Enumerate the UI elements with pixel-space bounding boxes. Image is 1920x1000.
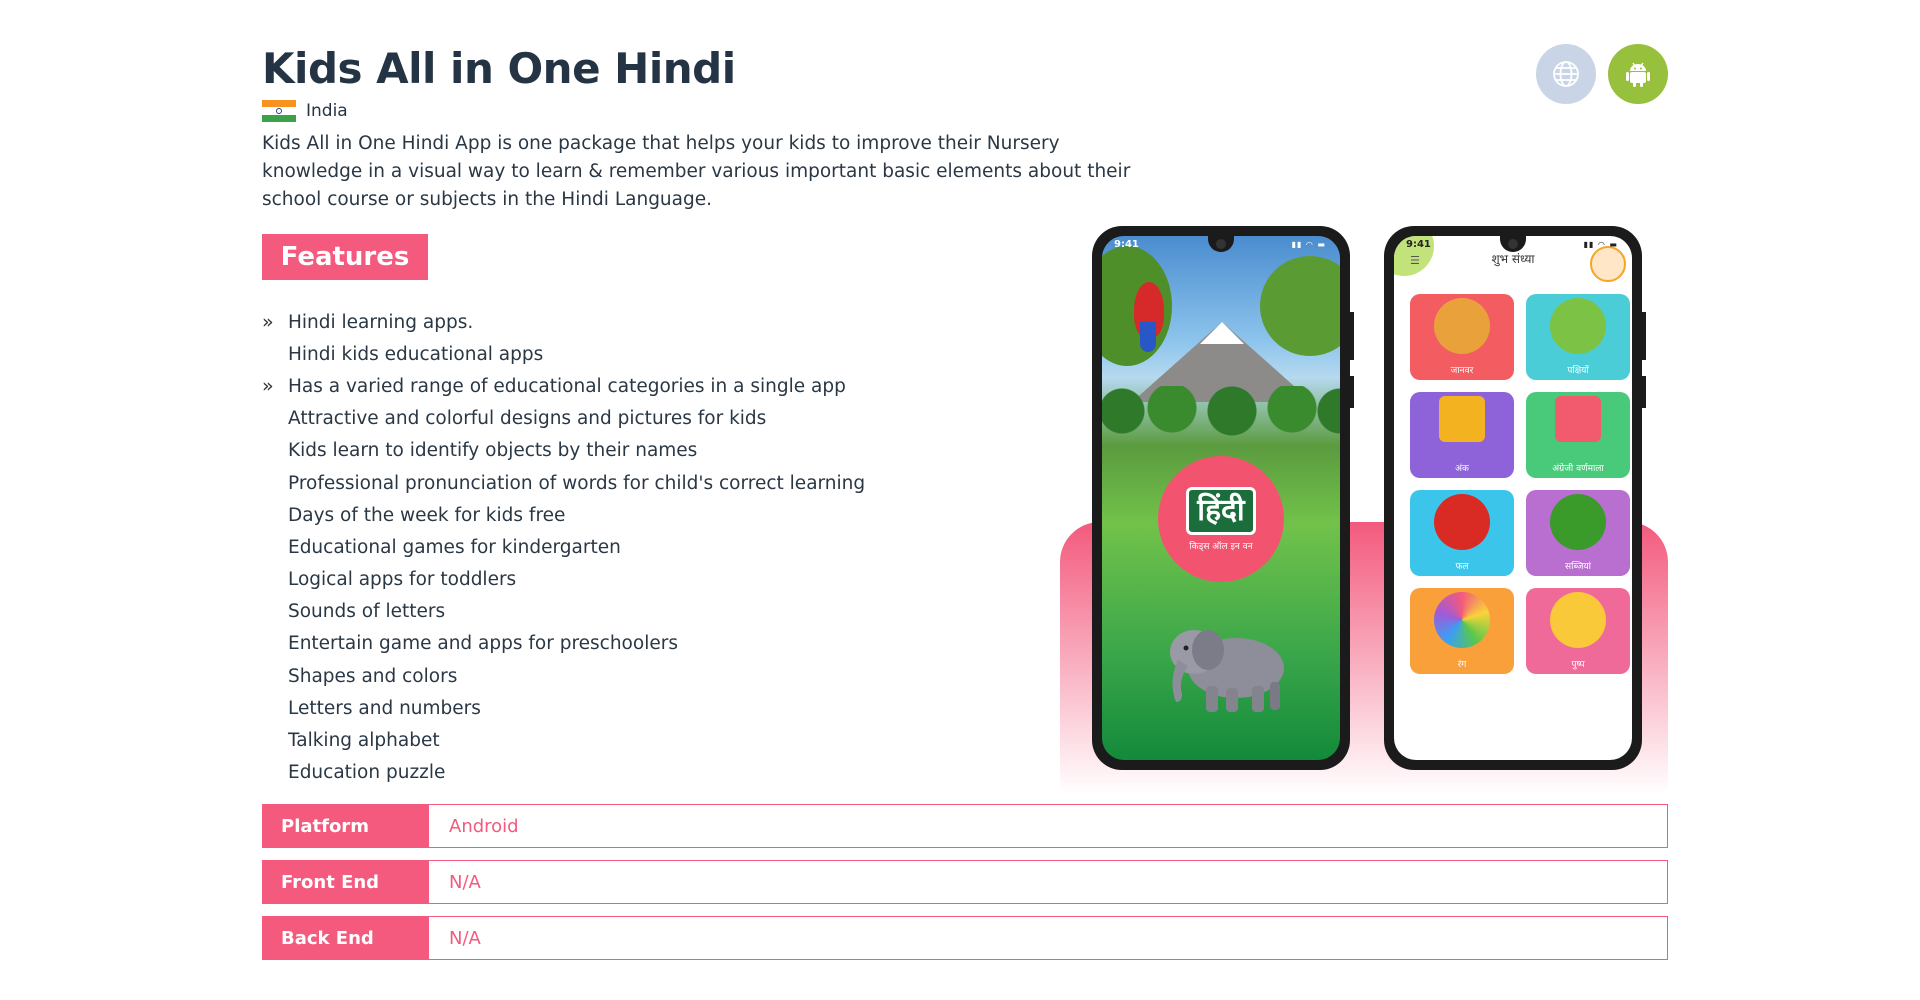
number-blocks-icon: [1439, 396, 1485, 442]
feature-label: Attractive and colorful designs and pictures for kids: [288, 408, 767, 430]
tile-label: सब्जियां: [1565, 562, 1591, 572]
elephant-illustration: [1154, 616, 1294, 716]
chevron-double-right-icon: »: [262, 375, 274, 398]
parrot-icon: [1550, 298, 1606, 354]
feature-label: Logical apps for toddlers: [288, 569, 517, 591]
feature-item: [262, 403, 865, 435]
status-icons: ▮▮ ◠ ▬: [1291, 240, 1326, 249]
platform-row: [262, 804, 1668, 848]
tile-label: अंग्रेजी वर्णमाला: [1552, 464, 1604, 474]
feature-item: [262, 531, 865, 563]
status-icons: ▮▮ ◠ ▬: [1583, 240, 1618, 249]
phone-side-button: [1642, 376, 1646, 408]
feature-label: Professional pronunciation of words for child's correct learning: [288, 472, 866, 494]
feature-item: [262, 757, 865, 789]
feature-label: Talking alphabet: [288, 730, 440, 752]
feature-label: Hindi learning apps.: [288, 311, 474, 333]
feature-item: [262, 467, 865, 499]
flower-icon: [1550, 592, 1606, 648]
android-link-button[interactable]: [1608, 44, 1668, 104]
feature-label: Has a varied range of educational categories in a single app: [288, 375, 846, 397]
country-label: India: [306, 101, 348, 121]
feature-item: [262, 692, 865, 724]
phone-mockup-menu: [1384, 226, 1642, 770]
feature-list: [262, 306, 865, 789]
globe-icon: [1551, 59, 1581, 89]
feature-item: [262, 596, 865, 628]
tile-label: पुष्प: [1571, 660, 1585, 670]
apple-icon: [1434, 494, 1490, 550]
category-tile-english-alphabet[interactable]: [1526, 392, 1630, 478]
india-flag-icon: [262, 100, 296, 122]
feature-item: [262, 306, 865, 338]
android-icon: [1622, 58, 1654, 90]
feature-label: Entertain game and apps for preschoolers: [288, 633, 678, 655]
hamburger-menu-icon[interactable]: ☰: [1410, 254, 1420, 267]
back-end-row: [262, 916, 1668, 960]
back-end-label: Back End: [263, 917, 429, 959]
capsicum-icon: [1550, 494, 1606, 550]
front-end-value: N/A: [449, 871, 481, 893]
parrot-illustration: [1134, 282, 1164, 338]
feature-item: [262, 564, 865, 596]
feature-label: Shapes and colors: [288, 665, 458, 687]
color-wheel-icon: [1434, 592, 1490, 648]
phone-mockup-splash: [1092, 226, 1350, 770]
feature-label: Kids learn to identify objects by their names: [288, 440, 698, 462]
category-tile-animals[interactable]: [1410, 294, 1514, 380]
splash-screen: [1102, 236, 1340, 760]
feature-item: [262, 370, 865, 402]
category-tile-vegetables[interactable]: [1526, 490, 1630, 576]
lion-icon: [1434, 298, 1490, 354]
camera-notch: [1208, 236, 1234, 252]
tile-label: रंग: [1457, 660, 1467, 670]
abc-blocks-icon: [1555, 396, 1601, 442]
front-end-row: [262, 860, 1668, 904]
platform-label: Platform: [263, 805, 429, 847]
menu-screen: [1394, 236, 1632, 760]
logo-subtitle: किड्स ऑल इन वन: [1189, 541, 1253, 552]
phone-side-button: [1350, 312, 1354, 360]
phone-side-button: [1642, 312, 1646, 360]
tile-label: जानवर: [1450, 366, 1474, 376]
feature-label: Hindi kids educational apps: [288, 343, 544, 365]
bushes-illustration: [1102, 386, 1340, 436]
feature-label: Days of the week for kids free: [288, 504, 566, 526]
tile-label: पक्षियों: [1567, 366, 1589, 376]
category-tile-flowers[interactable]: [1526, 588, 1630, 674]
category-grid: [1410, 294, 1630, 674]
feature-item: [262, 338, 865, 370]
app-title: Kids All in One Hindi: [262, 44, 736, 93]
feature-item: [262, 660, 865, 692]
logo-text: हिंदी: [1186, 487, 1255, 535]
status-time: 9:41: [1114, 239, 1139, 250]
feature-item: [262, 628, 865, 660]
tile-label: फल: [1455, 562, 1469, 572]
app-description: Kids All in One Hindi App is one package that helps your kids to improve their Nursery knowledge in a visual way to learn & remember various important basic elements about their school course or subjects in the Hindi Language.: [262, 133, 1131, 210]
platform-value: Android: [449, 815, 519, 837]
category-tile-colors[interactable]: [1410, 588, 1514, 674]
front-end-label: Front End: [263, 861, 429, 903]
feature-label: Educational games for kindergarten: [288, 536, 621, 558]
features-heading: Features: [262, 234, 428, 280]
feature-label: Education puzzle: [288, 762, 446, 784]
category-tile-numbers[interactable]: [1410, 392, 1514, 478]
tile-label: अंक: [1455, 464, 1469, 474]
category-tile-birds[interactable]: [1526, 294, 1630, 380]
feature-item: [262, 435, 865, 467]
greeting-text: शुभ संध्या: [1491, 252, 1535, 266]
feature-item: [262, 724, 865, 756]
country-row: [262, 100, 348, 122]
snowcap-illustration: [1200, 322, 1244, 344]
status-time: 9:41: [1406, 239, 1431, 250]
feature-item: [262, 499, 865, 531]
chevron-double-right-icon: »: [262, 311, 274, 334]
phone-side-button: [1350, 376, 1354, 408]
category-tile-fruits[interactable]: [1410, 490, 1514, 576]
website-link-button[interactable]: [1536, 44, 1596, 104]
back-end-value: N/A: [449, 927, 481, 949]
feature-label: Sounds of letters: [288, 601, 446, 623]
app-logo: [1158, 456, 1284, 582]
feature-label: Letters and numbers: [288, 697, 481, 719]
